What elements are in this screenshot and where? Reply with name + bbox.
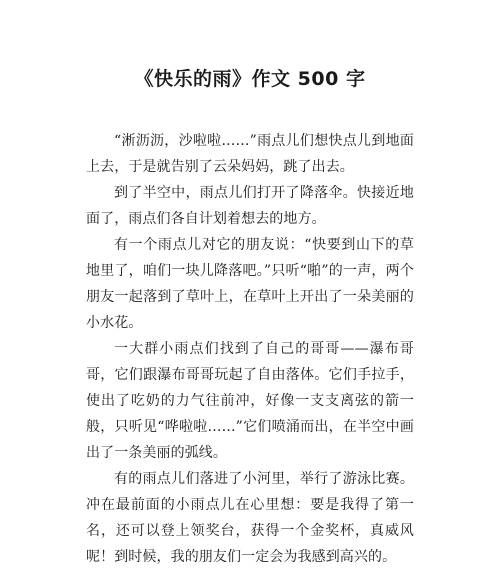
paragraph-5: 有的雨点儿们落进了小河里，举行了游泳比赛。冲在最前面的小雨点儿在心里想：要是我得了第一名，还可以登上领奖台，获得一个金奖杯，真威风呢！到时候，我的朋友们一定会为我感到高兴的。: [86, 471, 414, 565]
paragraph-2: 到了半空中，雨点儿们打开了降落伞。快接近地面了，雨点们各自计划着想去的地方。: [86, 185, 414, 227]
paragraph-4: 一大群小雨点们找到了自己的哥哥——瀑布哥哥，它们跟瀑布哥哥玩起了自由落体。它们手拉手，使出了吃奶的力气往前冲，好像一支支离弦的箭一般，只听见“哗啦啦……”它们喷涌而出，在半空中画出了一条美丽的弧线。: [86, 341, 414, 461]
document-body: [86, 128, 414, 570]
paragraph-1: “淅沥沥，沙啦啦……”雨点儿们想快点儿到地面上去，于是就告别了云朵妈妈，跳了出去。: [86, 133, 414, 175]
paragraph-3: 有一个雨点儿对它的朋友说：“快要到山下的草地里了，咱们一块儿降落吧。”只听“啪”的一声，两个朋友一起落到了草叶上，在草叶上开出了一朵美丽的小水花。: [86, 237, 414, 331]
document-title: 《快乐的雨》作文 500 字: [134, 68, 366, 90]
